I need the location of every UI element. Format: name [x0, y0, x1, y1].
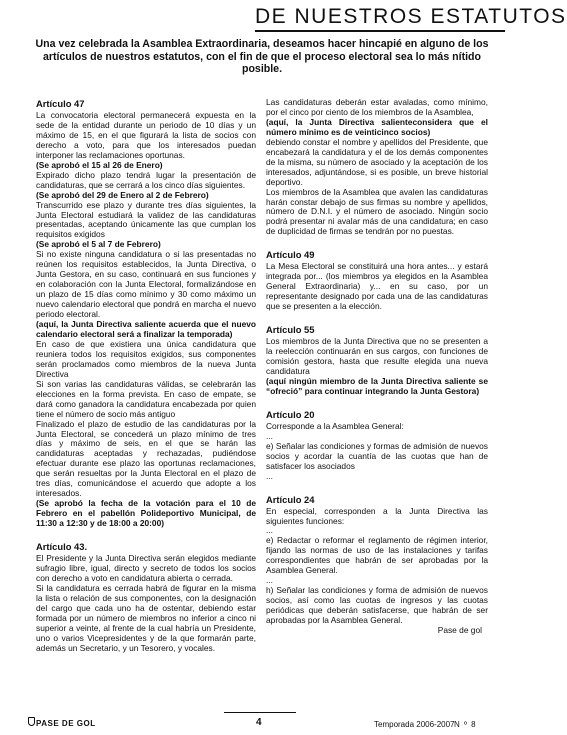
trophy-icon	[28, 717, 35, 726]
paragraph: Los miembros de la Junta Directiva que no se presenten a la reelección continuarán en sus cargos, con funciones de comisión gestora, hasta que resulte elegida una nueva candidatura	[266, 336, 488, 376]
season-label: Temporada 2006-2007	[374, 720, 455, 729]
paragraph: Expirado dicho plazo tendrá lugar la presentación de candidaturas, que se cerrará a los cinco días siguientes.	[36, 169, 256, 190]
approval-note: (aquí, la Junta Directiva saliente acuerda que el nuevo calendario electoral será a finalizar la temporada)	[36, 319, 256, 339]
right-column	[266, 98, 488, 636]
approval-note: (Se aprobó el 5 al 7 de Febrero)	[36, 239, 161, 250]
signature: Pase de gol	[437, 624, 482, 635]
paragraph: El Presidente y la Junta Directiva serán elegidos mediante sufragio libre, igual, directo y secreto de todos los socios con derecho a voto en candidatura abierta o cerrada.	[36, 553, 256, 583]
article-24-heading: Artículo 24	[266, 493, 315, 505]
article-43-heading: Artículo 43.	[36, 541, 88, 553]
ellipsis: ...	[266, 525, 273, 536]
approval-note: (aquí ningún miembro de la Junta Directiva saliente se “ofreció” para continuar integrando la Junta Gestora)	[266, 375, 488, 396]
paragraph: Finalizado el plazo de estudio de las candidaturas por la Junta Electoral, se concederá un plazo mínimo de tres días y máximo de seis, en el que se harán las candidaturas aceptadas y rechazadas, pudiéndose efectuar durante ese plazo las oportunas reclamaciones, que serán resueltas por la Junta Electoral en el plazo de tres días, comunicándose el acuerdo que adopte a los interesados.	[36, 418, 256, 499]
ellipsis: ...	[266, 430, 273, 441]
ellipsis: ...	[266, 575, 273, 586]
paragraph: La convocatoria electoral permanecerá expuesta en la sede de la entidad durante un periodo de 10 días y un máximo de 15, en el que figurará la lista de socios con derecho a voto, para que los interesados puedan interponer las reclamaciones oportunas.	[36, 110, 256, 160]
paragraph: Corresponde a la Asamblea General:	[266, 420, 404, 431]
paragraph: En especial, corresponden a la Junta Directiva las siguientes funciones:	[266, 505, 488, 526]
brand-name: PASE DE GOL	[36, 719, 96, 728]
approval-note: (Se aprobó del 29 de Enero al 2 de Febrero)	[36, 189, 209, 200]
paragraph: e) Señalar las condiciones y formas de admisión de nuevos socios y acordar la cuantía de las cuotas que han de satisfacer los asociados	[266, 440, 488, 471]
paragraph: Los miembros de la Asamblea que avalen las candidaturas harán constar debajo de sus firmas su nombre y apellidos, número de D.N.I. y el número de asociado. Ningún socio podrá presentar ni avalar más de una candidatura; en caso de duplicidad de firmas se tendrán por no puestas.	[266, 186, 488, 237]
article-55-heading: Artículo 55	[266, 324, 315, 336]
paragraph: h) Señalar las condiciones y forma de admisión de nuevos socios, así como las cuotas de ingresos y las cuotas periódicas que deberán satisfacerse, que habrán de ser aprobadas por la Asamblea General.	[266, 585, 488, 626]
left-column	[36, 98, 256, 654]
footer-divider	[224, 712, 296, 713]
ellipsis: ...	[266, 470, 273, 481]
page-title: DE NUESTROS ESTATUTOS	[255, 2, 505, 32]
approval-note: (Se aprobó la fecha de la votación para el 10 de Febrero en el pabellón Polideportivo Municipal, de 11:30 a 12:30 y de 18:00 a 20:00)	[36, 498, 256, 529]
paragraph: Si la candidatura es cerrada habrá de figurar en la misma la lista o relación de sus componentes, con la designación del cargo que cada uno ha de ostentar, debiendo estar formada por un número de miembros no inferior a cinco ni superior a veinte, al frente de la cual habría un Presidente, uno o varios Vicepresidentes y de la que formarán parte, además un Secretario, y un Tesorero, y vocales.	[36, 582, 256, 653]
paragraph: La Mesa Electoral se constituirá una hora antes... y estará integrada por... (los miembros ya elegidos en la Asamblea General Extraordinaria) y... en su caso, por un representante designado por cada una de las candidaturas que se presenten a la elección.	[266, 261, 488, 312]
page-number: 4	[256, 717, 262, 728]
paragraph: e) Redactar o reformar el reglamento de régimen interior, fijando las normas de uso de las instalaciones y tarifas correspondientes que habrán de ser aprobadas por la Asamblea General.	[266, 535, 488, 576]
paragraph: debiendo constar el nombre y apellidos del Presidente, que encabezará la candidatura y el de los demás componentes de la misma, su número de asociado y la aceptación de los interesados, adjuntándose, si es posible, un breve historial deportivo.	[266, 136, 488, 187]
paragraph: Si son varias las candidaturas válidas, se celebrarán las elecciones en la forma prevista. En caso de empate, se dará como ganadora la candidatura encabezada por quien tiene el número de socio más antiguo	[36, 378, 256, 419]
approval-note: (Se aprobó el 15 al 26 de Enero)	[36, 159, 163, 170]
footer	[0, 712, 520, 732]
paragraph: Las candidaturas deberán estar avaladas, como mínimo, por el cinco por ciento de los miembros de la Asamblea,	[266, 97, 488, 117]
article-20-heading: Artículo 20	[266, 408, 315, 420]
paragraph: Si no existe ninguna candidatura o si las presentadas no reúnen los requisitos establecidos, la Junta Directiva, o Junta Gestora, en su caso, continuará en sus funciones y en colaboración con la Junta Electoral, formalizándose en un plazo de 15 días como mínimo y 30 como máximo un nuevo calendario electoral que pondrá en marcha el nuevo periodo electoral.	[36, 249, 256, 320]
paragraph: En caso de que existiera una única candidatura que reuniera todos los requisitos exigidos, sus componentes serán proclamados como miembros de la nueva Junta Directiva	[36, 338, 256, 379]
intro-paragraph: Una vez celebrada la Asamblea Extraordinaria, deseamos hacer hincapié en alguno de los artículos de nuestros estatutos, con el fin de que el proceso electoral sea lo más nítido posible.	[35, 38, 489, 76]
article-47-heading: Artículo 47	[36, 98, 85, 109]
approval-note: (aquí, la Junta Directiva salienteconsidera que el número mínimo es de veinticinco socios)	[266, 116, 488, 137]
article-49-heading: Artículo 49	[266, 249, 315, 261]
paragraph: Transcurrido ese plazo y durante tres días siguientes, la Junta Electoral estudiará la validez de las candidaturas presentadas, aceptando únicamente las que cumplan los requisitos exigidos	[36, 199, 256, 240]
issue-number: N º 8	[454, 720, 477, 729]
